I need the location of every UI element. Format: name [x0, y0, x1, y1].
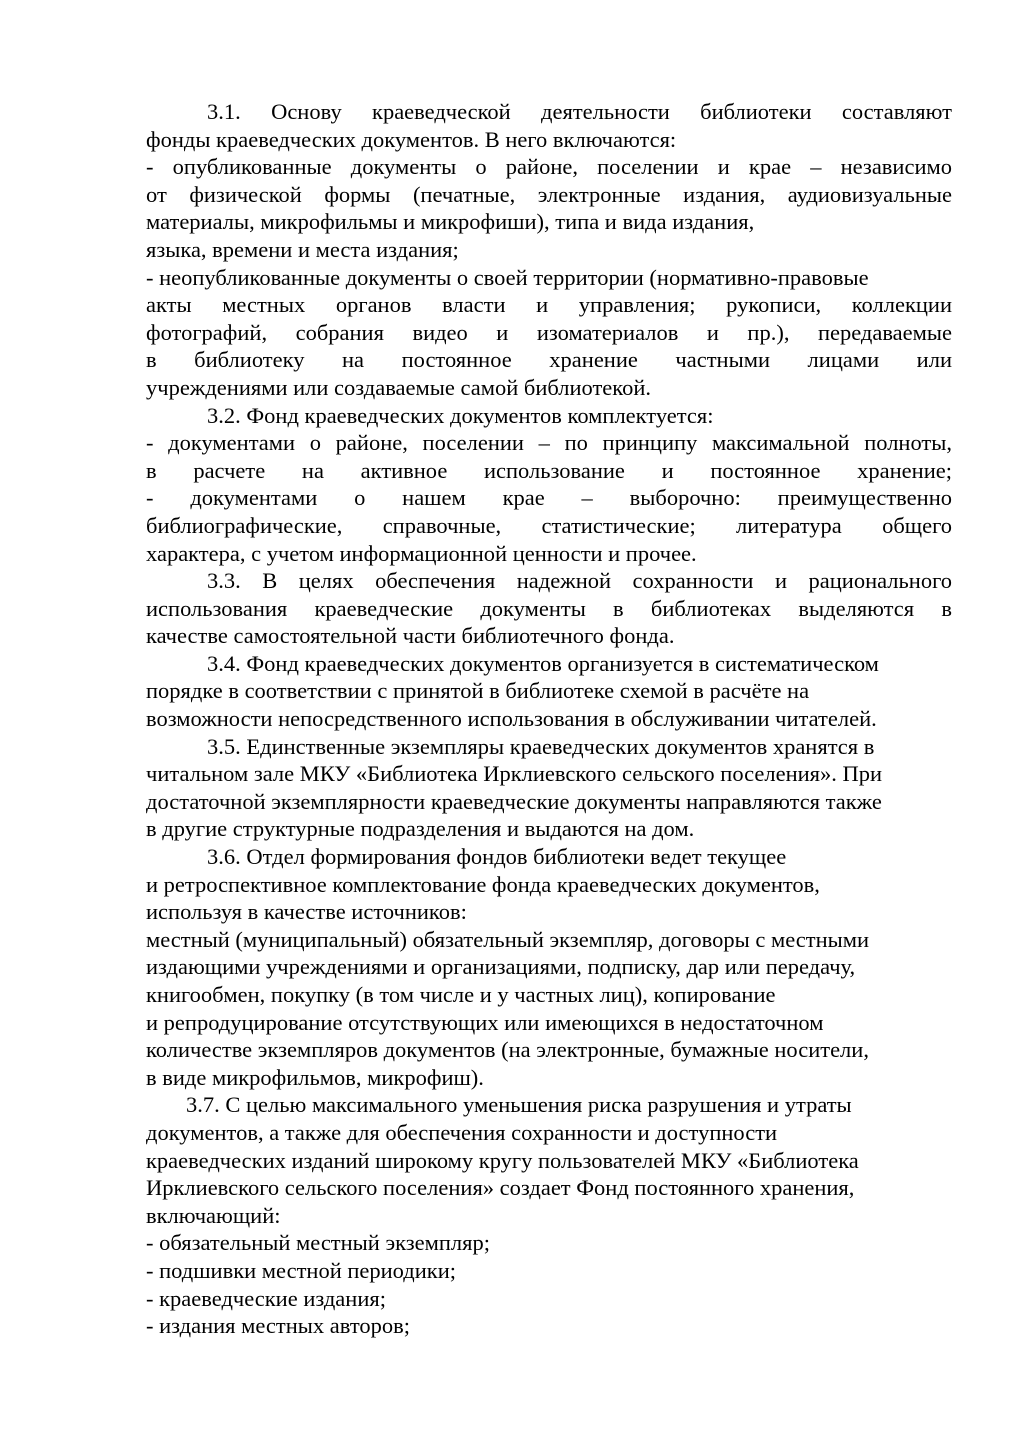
text-line: в библиотеку на постоянное хранение частными лицами или: [146, 347, 952, 373]
text-line: 3.1. Основу краеведческой деятельности библиотеки составляют: [207, 99, 952, 124]
text-line: использования краеведческие документы в библиотеках выделяются в: [146, 595, 952, 621]
text-line: материалы, микрофильмы и микрофиши), типа и вида издания,: [146, 209, 755, 235]
text-line: 3.3. В целях обеспечения надежной сохранности и рационального: [207, 568, 952, 594]
text-line: в виде микрофильмов, микрофиш).: [146, 1064, 484, 1090]
text-line: - документами о нашем крае – выборочно: преимущественно: [146, 485, 952, 511]
text-line: документов, а также для обеспечения сохранности и доступности: [146, 1119, 778, 1145]
text-line: - опубликованные документы о районе, поселении и крае – независимо: [146, 154, 952, 180]
text-line: фотографий, собрания видео и изоматериалов и пр.), передаваемые: [146, 319, 952, 345]
text-line: местный (муниципальный) обязательный экземпляр, договоры с местными: [146, 926, 870, 952]
text-line: порядке в соответствии с принятой в библиотеке схемой в расчёте на: [146, 678, 810, 704]
text-line: количестве экземпляров документов (на электронные, бумажные носители,: [146, 1037, 869, 1063]
text-line: 3.2. Фонд краеведческих документов комплектуется:: [207, 402, 714, 428]
text-line: 3.6. Отдел формирования фондов библиотеки ведет текущее: [207, 844, 787, 870]
text-line: фонды краеведческих документов. В него включаются:: [146, 126, 677, 152]
text-line: 3.4. Фонд краеведческих документов организуется в систематическом: [207, 650, 879, 676]
text-line: учреждениями или создаваемые самой библиотекой.: [146, 374, 651, 400]
text-line: книгообмен, покупку (в том числе и у частных лиц), копирование: [146, 982, 776, 1007]
text-line: и ретроспективное комплектование фонда краеведческих документов,: [146, 871, 820, 897]
text-line: 3.7. С целью максимального уменьшения риска разрушения и утраты: [186, 1092, 852, 1118]
text-line: - издания местных авторов;: [146, 1313, 410, 1339]
text-line: краеведческих изданий широкому кругу пользователей МКУ «Библиотека: [146, 1147, 859, 1173]
text-line: используя в качестве источников:: [146, 899, 467, 925]
text-line: издающими учреждениями и организациями, подписку, дар или передачу,: [146, 954, 856, 980]
text-line: в другие структурные подразделения и выдаются на дом.: [146, 816, 695, 842]
text-line: включающий:: [146, 1202, 281, 1228]
text-line: библиографические, справочные, статистические; литература общего: [146, 512, 952, 538]
text-line: - неопубликованные документы о своей территории (нормативно-правовые: [146, 264, 869, 290]
text-line: читальном зале МКУ «Библиотека Ирклиевского сельского поселения». При: [146, 761, 883, 787]
text-line: и репродуцирование отсутствующих или имеющихся в недостаточном: [146, 1009, 824, 1035]
text-line: характера, с учетом информационной ценности и прочее.: [146, 540, 697, 566]
text-line: возможности непосредственного использования в обслуживании читателей.: [146, 706, 877, 732]
text-line: акты местных органов власти и управления; рукописи, коллекции: [146, 292, 952, 318]
text-line: от физической формы (печатные, электронные издания, аудиовизуальные: [146, 181, 952, 207]
text-line: - обязательный местный экземпляр;: [146, 1230, 490, 1256]
text-line: - краеведческие издания;: [146, 1285, 386, 1311]
text-line: качестве самостоятельной части библиотечного фонда.: [146, 623, 675, 649]
text-line: достаточной экземплярности краеведческие документы направляются также: [146, 788, 882, 814]
text-line: - документами о районе, поселении – по принципу максимальной полноты,: [146, 430, 952, 456]
text-line: 3.5. Единственные экземпляры краеведческих документов хранятся в: [207, 733, 875, 759]
text-line: в расчете на активное использование и постоянное хранение;: [146, 457, 952, 483]
text-line: Ирклиевского сельского поселения» создает Фонд постоянного хранения,: [146, 1175, 855, 1201]
text-line: языка, времени и места издания;: [146, 236, 459, 262]
document-page: [146, 98, 952, 1340]
text-line: - подшивки местной периодики;: [146, 1257, 456, 1283]
